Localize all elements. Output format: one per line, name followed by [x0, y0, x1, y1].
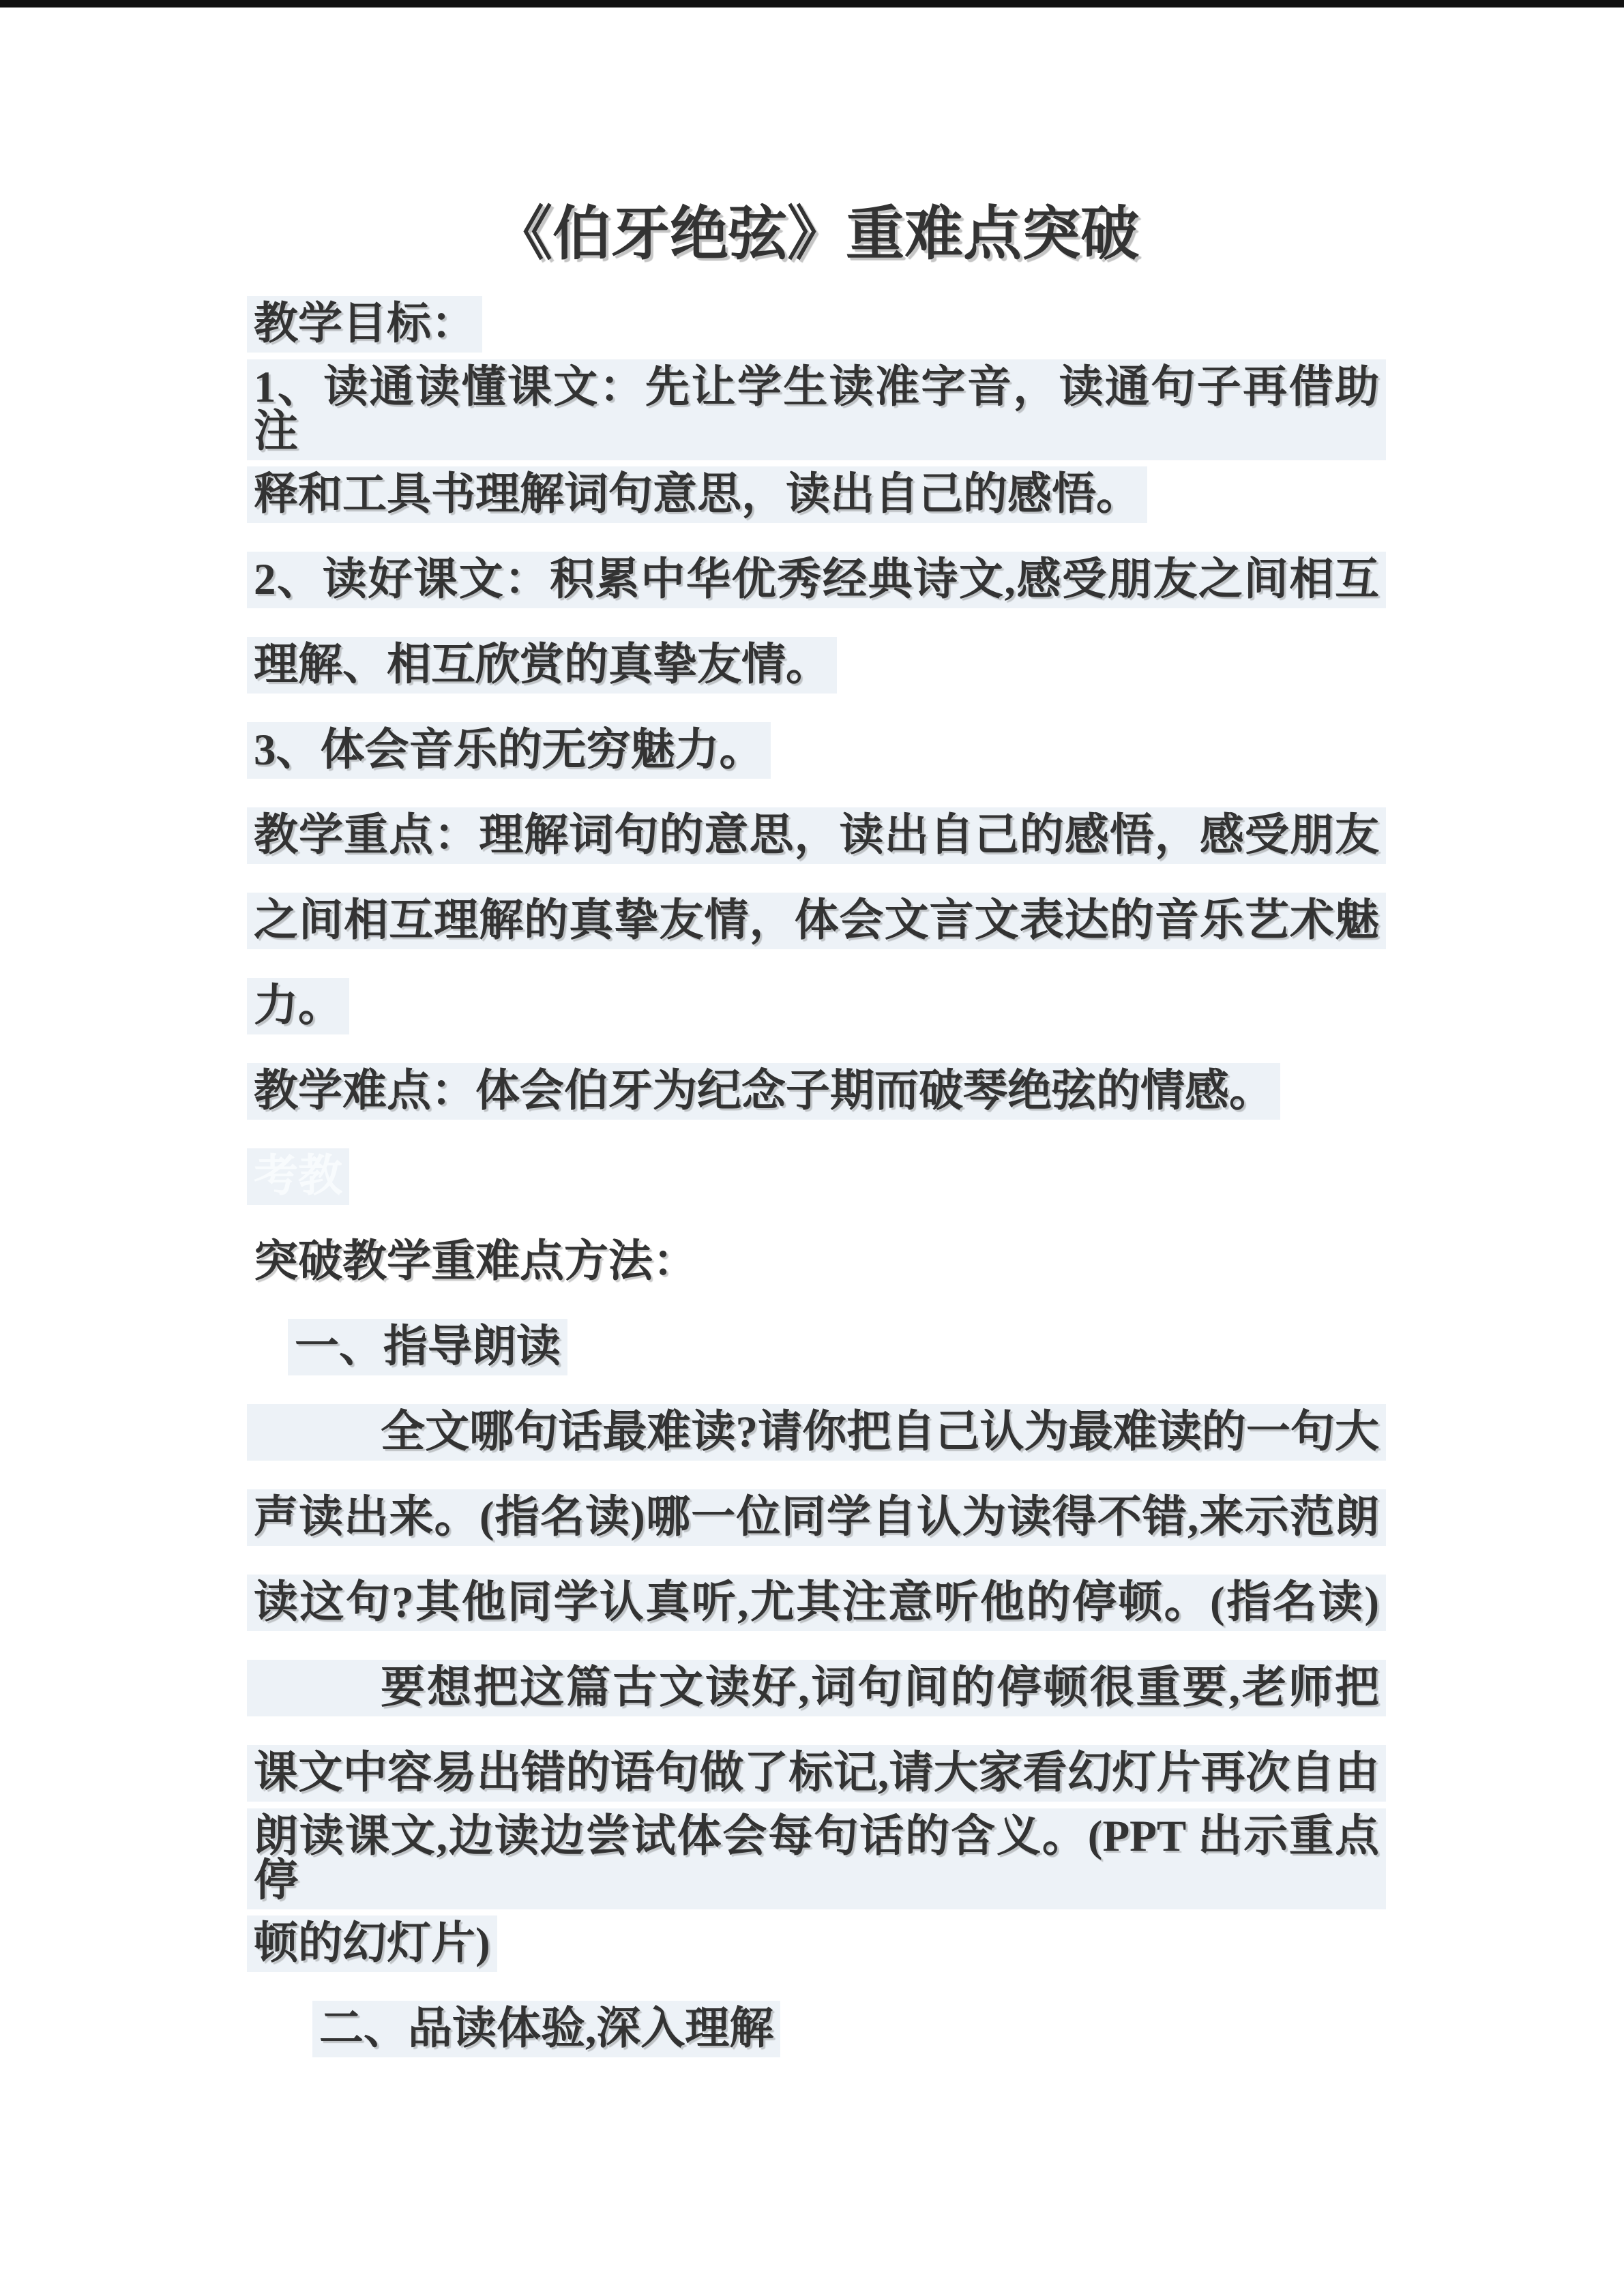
line-text: 读这句?其他同学认真听,尤其注意听他的停顿。(指名读)	[247, 1575, 1386, 1631]
text-line	[247, 1390, 1386, 1475]
text-line	[247, 1645, 1386, 1731]
line-text: 全文哪句话最难读?请你把自己认为最难读的一句大	[247, 1404, 1386, 1461]
text-line	[247, 1560, 1386, 1645]
line-text: 二、品读体验,深入理解	[312, 2001, 780, 2057]
line-text: 1、读通读懂课文：先让学生读准字音，读通句子再借助注	[247, 359, 1386, 460]
line-text: 声读出来。(指名读)哪一位同学自认为读得不错,来示范朗	[247, 1489, 1386, 1546]
line-text: 之间相互理解的真挚友情，体会文言文表达的音乐艺术魅	[247, 893, 1386, 949]
watermark-text: 考教	[247, 1148, 349, 1205]
text-line	[247, 1475, 1386, 1560]
text-line	[247, 452, 1386, 537]
line-text: 一、指导朗读	[288, 1319, 567, 1375]
line-text: 理解、相互欣赏的真挚友情。	[247, 637, 837, 694]
line-text: 要想把这篇古文读好,词句间的停顿很重要,老师把	[247, 1660, 1386, 1716]
document-page	[247, 8, 1386, 2072]
text-line	[247, 964, 1386, 1049]
text-line	[247, 1811, 1386, 1905]
text-line	[247, 878, 1386, 964]
line-text: 释和工具书理解词句意思，读出自己的感悟。	[247, 466, 1147, 523]
text-line	[247, 537, 1386, 623]
line-text: 突破教学重难点方法：	[254, 1237, 698, 1286]
line-text: 课文中容易出错的语句做了标记,请大家看幻灯片再次自由	[247, 1745, 1386, 1802]
line-text: 3、体会音乐的无穷魅力。	[247, 722, 771, 779]
text-line-methods-heading	[247, 1219, 1386, 1304]
document-title: 《伯牙绝弦》重难点突破	[494, 201, 1139, 267]
text-line-difficulties	[247, 1049, 1386, 1134]
line-text: 顿的幻灯片)	[247, 1915, 497, 1972]
text-line	[247, 1731, 1386, 1816]
text-line-watermark	[247, 1134, 1386, 1219]
line-text: 教学目标：	[247, 296, 482, 353]
text-line	[247, 1901, 1386, 1986]
line-text: 2、读好课文：积累中华优秀经典诗文,感受朋友之间相互	[247, 552, 1386, 608]
text-line-section-1	[247, 1304, 1386, 1390]
text-line	[247, 623, 1386, 708]
text-line-key-points	[247, 793, 1386, 878]
text-line-section-2	[247, 1986, 1386, 2072]
line-text: 朗读课文,边读边尝试体会每句话的含义。(PPT 出示重点停	[247, 1808, 1386, 1909]
page-top-border	[0, 0, 1624, 8]
text-line	[247, 362, 1386, 456]
line-text: 教学难点：体会伯牙为纪念子期而破琴绝弦的情感。	[247, 1063, 1280, 1120]
text-line	[247, 708, 1386, 793]
line-text: 力。	[247, 978, 349, 1034]
line-text: 教学重点：理解词句的意思，读出自己的感悟，感受朋友	[247, 807, 1386, 864]
text-line-goals-heading	[247, 282, 1386, 367]
